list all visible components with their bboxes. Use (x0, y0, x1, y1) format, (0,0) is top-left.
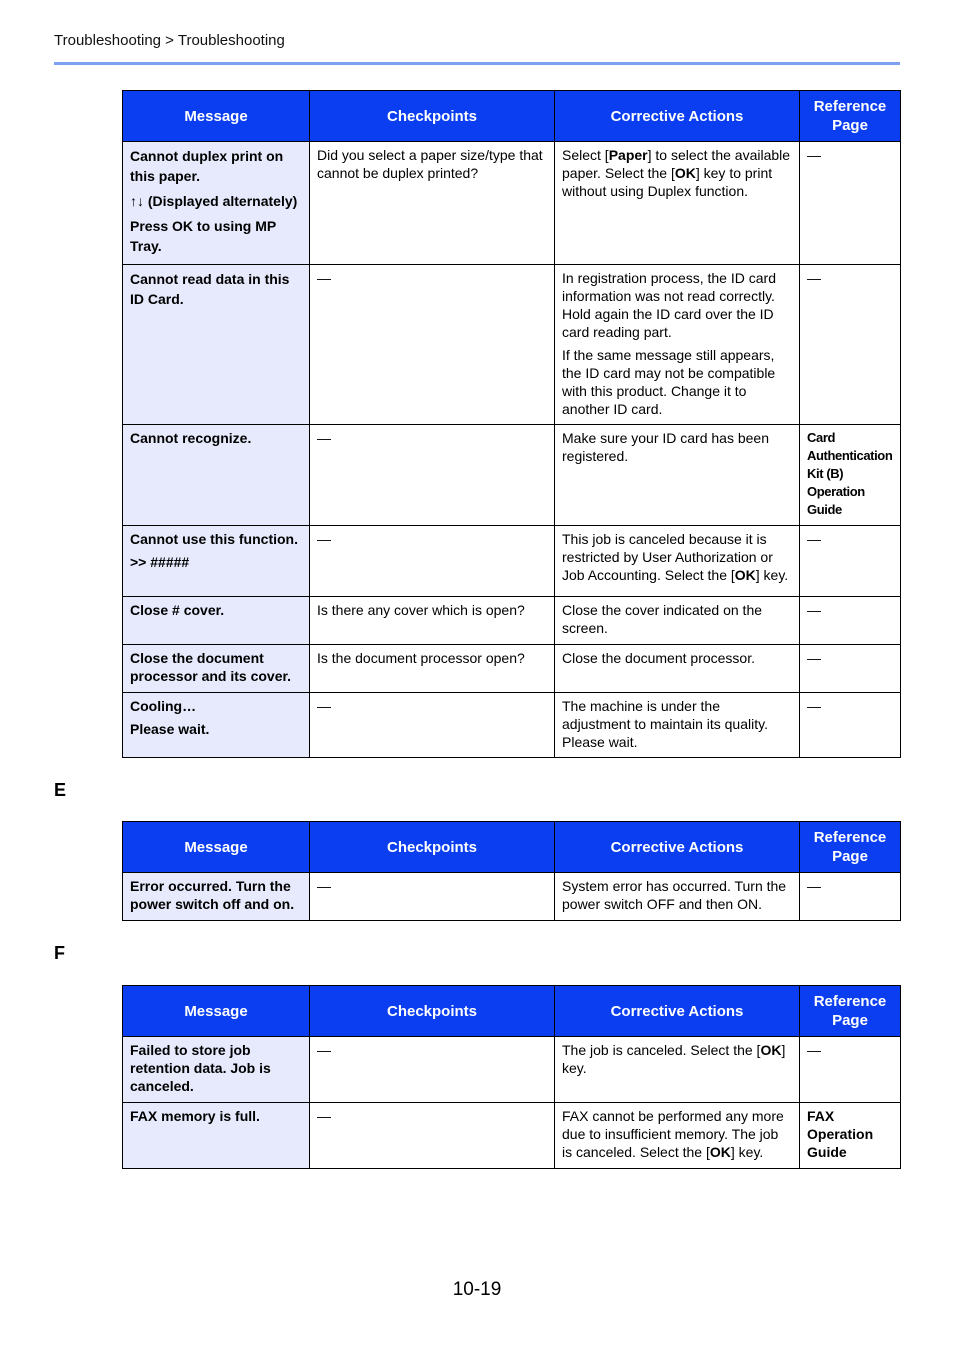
reference-page-cell: — (800, 265, 901, 425)
table-row (123, 425, 901, 526)
table-row (123, 597, 901, 645)
message-cell: Cannot read data in this ID Card. (123, 265, 310, 425)
table-row (123, 645, 901, 693)
column-header-corrective-actions: Corrective Actions (555, 986, 800, 1037)
corrective-action-cell: Close the cover indicated on the screen. (555, 597, 800, 645)
corrective-action-cell: System error has occurred. Turn the power switch OFF and then ON. (555, 873, 800, 921)
reference-page-cell: — (800, 1037, 901, 1103)
table-row (123, 1103, 901, 1169)
message-cell: Close # cover. (123, 597, 310, 645)
message-cell: Cannot recognize. (123, 425, 310, 526)
column-header-checkpoints: Checkpoints (310, 91, 555, 142)
table-header-row (123, 986, 901, 1037)
column-header-corrective-actions: Corrective Actions (555, 91, 800, 142)
checkpoint-cell: Did you select a paper size/type that cannot be duplex printed? (310, 142, 555, 265)
messages-table-e (122, 821, 901, 921)
reference-page-cell: — (800, 142, 901, 265)
column-header-reference-page: Reference Page (800, 822, 901, 873)
messages-table-f (122, 985, 901, 1169)
corrective-action-cell: Select [Paper] to select the available paper. Select the [OK] key to print without using Duplex function. (555, 142, 800, 265)
column-header-reference-page: Reference Page (800, 91, 901, 142)
checkpoint-cell: Is there any cover which is open? (310, 597, 555, 645)
column-header-reference-page: Reference Page (800, 986, 901, 1037)
reference-page-cell: — (800, 597, 901, 645)
checkpoint-cell: — (310, 873, 555, 921)
column-header-message: Message (123, 91, 310, 142)
table-row (123, 873, 901, 921)
corrective-action-cell: The job is canceled. Select the [OK] key. (555, 1037, 800, 1103)
corrective-action-cell: The machine is under the adjustment to maintain its quality. Please wait. (555, 693, 800, 758)
message-cell: FAX memory is full. (123, 1103, 310, 1169)
message-cell: Cooling… Please wait. (123, 693, 310, 758)
column-header-message: Message (123, 822, 310, 873)
checkpoint-cell: — (310, 425, 555, 526)
breadcrumb: Troubleshooting > Troubleshooting (54, 32, 285, 49)
column-header-message: Message (123, 986, 310, 1037)
section-heading-e: E (54, 780, 67, 800)
table-row (123, 693, 901, 758)
corrective-action-cell: Make sure your ID card has been registered. (555, 425, 800, 526)
reference-page-cell: Card Authentication Kit (B) Operation Guide (800, 425, 901, 526)
table-row (123, 1037, 901, 1103)
reference-page-cell: — (800, 873, 901, 921)
messages-table-c (122, 90, 901, 758)
checkpoint-cell: — (310, 1037, 555, 1103)
message-cell: Cannot duplex print on this paper. ↑↓ (Displayed alternately) Press OK to using MP Tray. (123, 142, 310, 265)
table-row (123, 526, 901, 597)
checkpoint-cell: Is the document processor open? (310, 645, 555, 693)
reference-page-cell: — (800, 645, 901, 693)
message-cell: Close the document processor and its cover. (123, 645, 310, 693)
checkpoint-cell: — (310, 693, 555, 758)
page-number: 10-19 (452, 1279, 502, 1300)
corrective-action-cell: FAX cannot be performed any more due to insufficient memory. The job is canceled. Select the [OK] key. (555, 1103, 800, 1169)
column-header-checkpoints: Checkpoints (310, 822, 555, 873)
message-cell: Error occurred. Turn the power switch off and on. (123, 873, 310, 921)
reference-page-cell: FAX Operation Guide (800, 1103, 901, 1169)
checkpoint-cell: — (310, 526, 555, 597)
table-header-row (123, 91, 901, 142)
column-header-checkpoints: Checkpoints (310, 986, 555, 1037)
reference-page-cell: — (800, 526, 901, 597)
message-cell: Cannot use this function. >> ##### (123, 526, 310, 597)
column-header-corrective-actions: Corrective Actions (555, 822, 800, 873)
section-heading-f: F (54, 943, 65, 963)
reference-page-cell: — (800, 693, 901, 758)
checkpoint-cell: — (310, 1103, 555, 1169)
corrective-action-cell: Close the document processor. (555, 645, 800, 693)
corrective-action-cell: In registration process, the ID card information was not read correctly. Hold again the ID card over the ID card reading part. If the same message still appears, the ID card may not be compatible with this product. Change it to another ID card. (555, 265, 800, 425)
header-rule (54, 62, 900, 65)
table-header-row (123, 822, 901, 873)
table-row (123, 142, 901, 265)
corrective-action-cell: This job is canceled because it is restricted by User Authorization or Job Accounting. Select the [OK] key. (555, 526, 800, 597)
table-row (123, 265, 901, 425)
message-cell: Failed to store job retention data. Job is canceled. (123, 1037, 310, 1103)
checkpoint-cell: — (310, 265, 555, 425)
